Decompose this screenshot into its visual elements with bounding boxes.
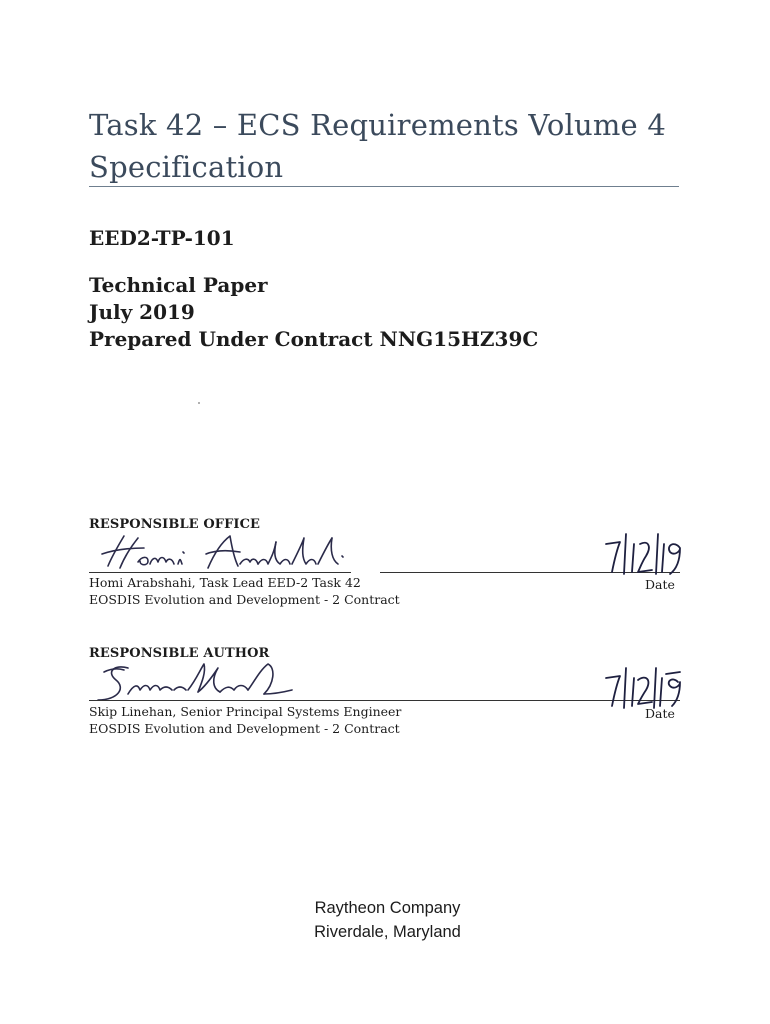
title-divider (89, 186, 679, 187)
document-title-line2: Specification (89, 150, 284, 184)
responsible-author-date-label: Date (645, 706, 675, 721)
responsible-author-handwritten-date (600, 664, 686, 710)
document-type: Technical Paper (89, 273, 268, 297)
scan-speck (198, 402, 200, 404)
document-subtitle-block (89, 272, 538, 353)
document-number: EED2-TP-101 (89, 226, 235, 250)
document-date: July 2019 (89, 300, 195, 324)
company-footer (0, 896, 770, 944)
responsible-author-signer-contract: EOSDIS Evolution and Development - 2 Contract (89, 721, 400, 736)
document-title-line1: Task 42 – ECS Requirements Volume 4 (89, 108, 666, 142)
company-location: Riverdale, Maryland (314, 923, 461, 941)
responsible-office-label: RESPONSIBLE OFFICE (89, 517, 261, 532)
responsible-office-signature (88, 528, 350, 576)
document-title (89, 104, 689, 188)
responsible-office-signer-name: Homi Arabshahi, Task Lead EED-2 Task 42 (89, 575, 361, 590)
responsible-office-signer (89, 574, 400, 608)
company-name: Raytheon Company (314, 899, 461, 917)
responsible-office-date-label: Date (645, 577, 675, 592)
responsible-author-label: RESPONSIBLE AUTHOR (89, 646, 270, 661)
responsible-office-handwritten-date (598, 530, 684, 578)
responsible-office-signature-line (89, 572, 351, 573)
responsible-author-signer (89, 703, 401, 737)
contract-line: Prepared Under Contract NNG15HZ39C (89, 327, 539, 351)
responsible-office-signer-contract: EOSDIS Evolution and Development - 2 Contract (89, 592, 400, 607)
responsible-author-signature-line (89, 700, 680, 701)
responsible-author-signer-name: Skip Linehan, Senior Principal Systems Engineer (89, 704, 402, 719)
